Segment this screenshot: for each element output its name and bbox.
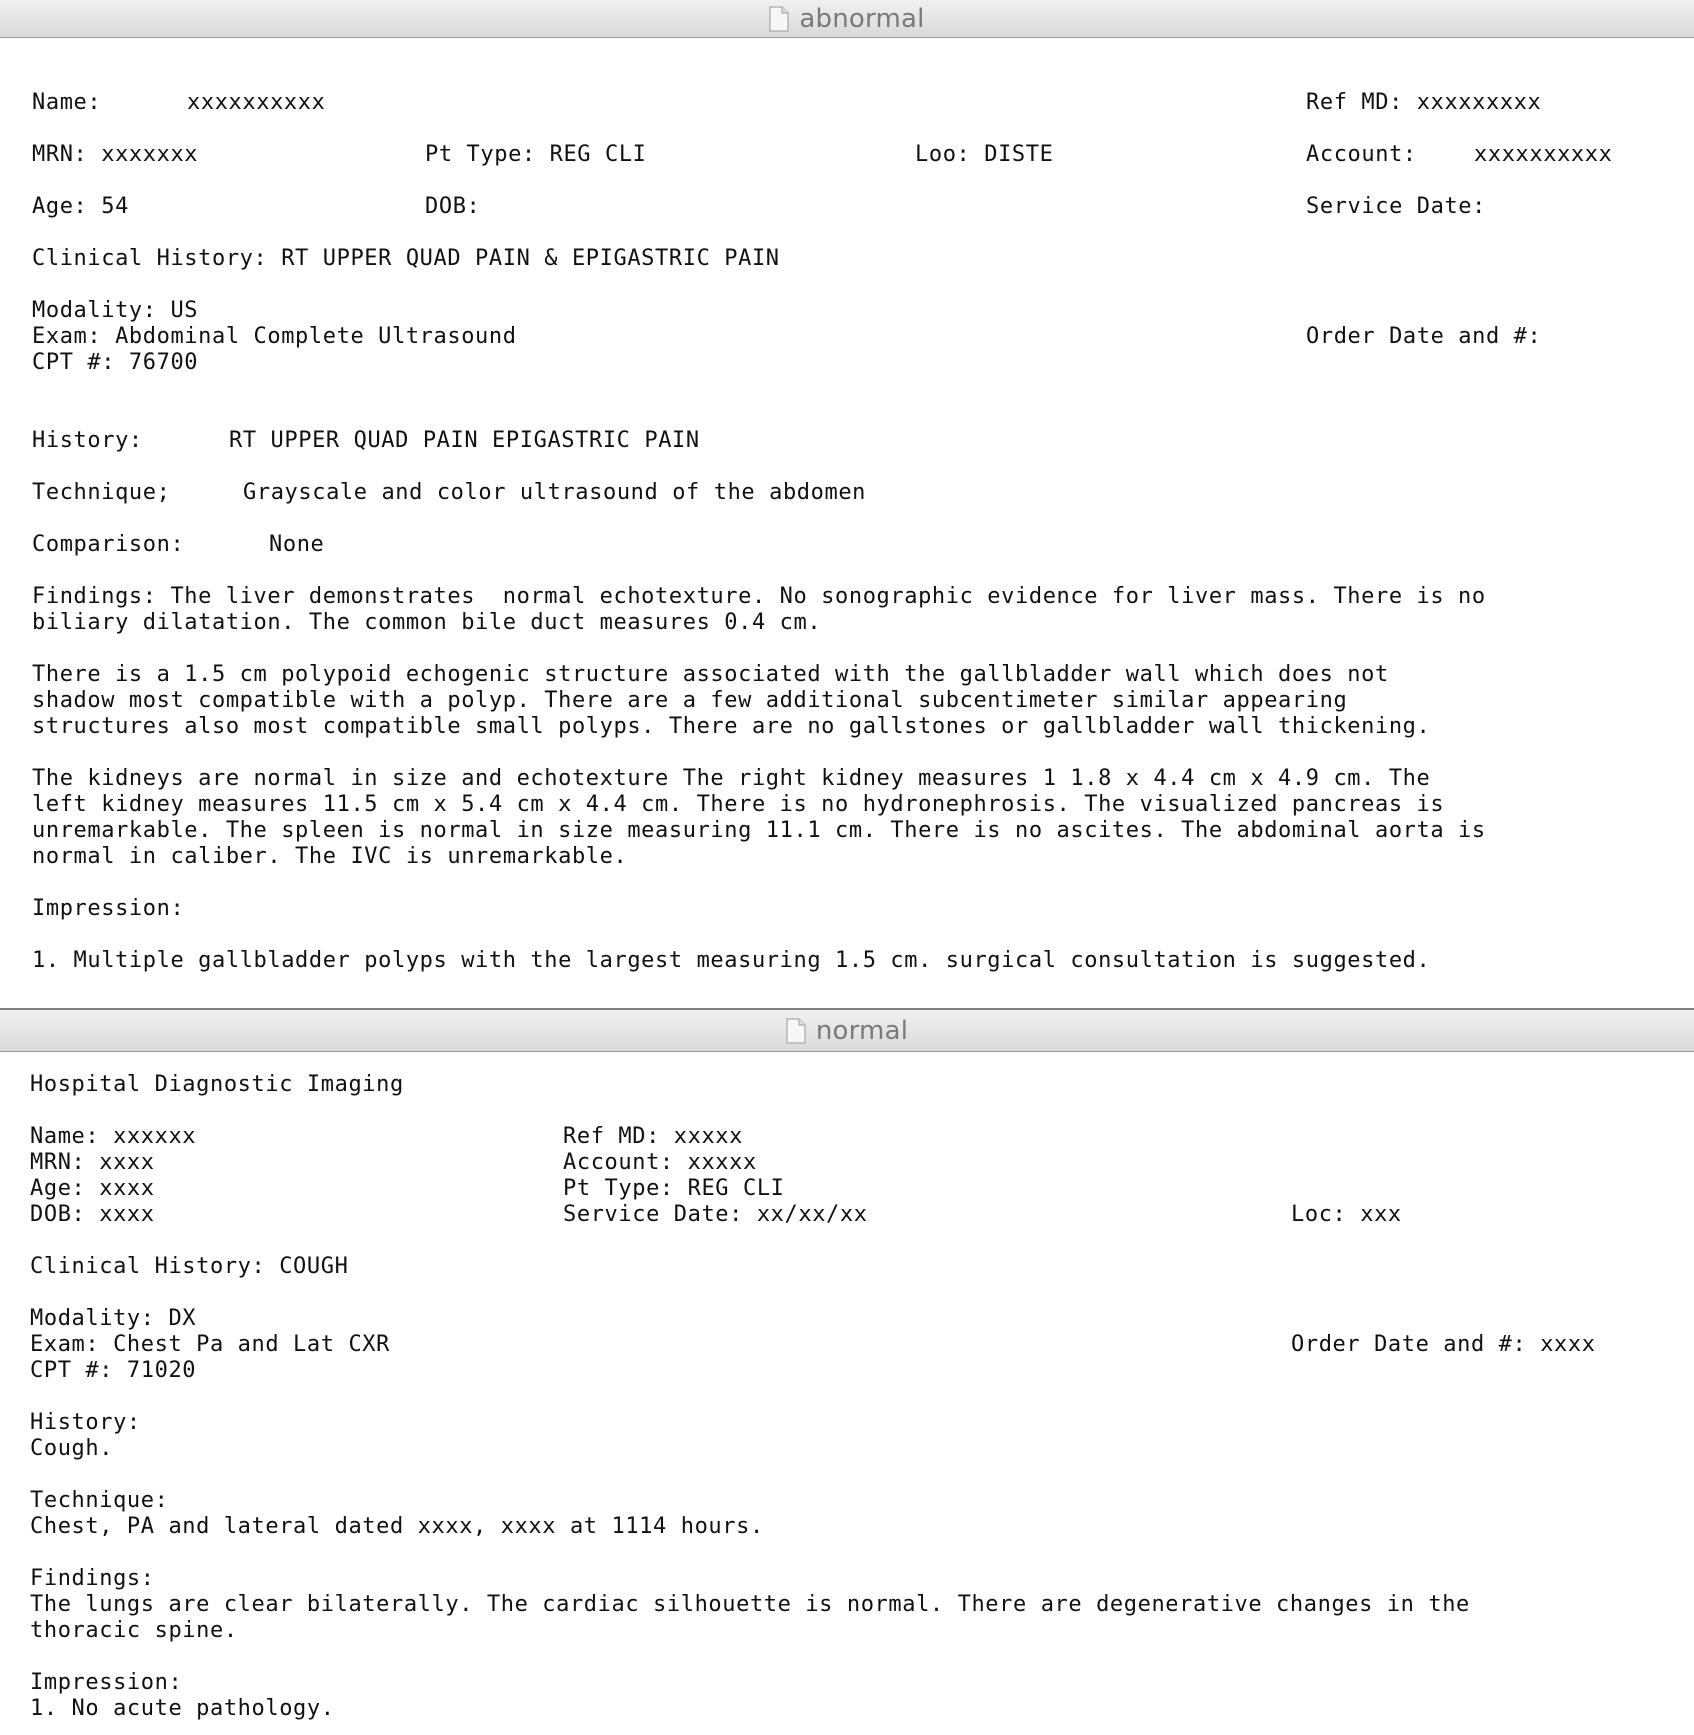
findings-line: The lungs are clear bilaterally. The cardiac silhouette is normal. There are degenerative changes in the	[30, 1592, 1470, 1617]
name-value: xxxxxxxxxx	[187, 90, 326, 115]
document-icon	[769, 6, 789, 32]
mrn: MRN: xxxx	[30, 1150, 155, 1175]
age: Age: 54	[32, 194, 129, 219]
history-value: Cough.	[30, 1436, 114, 1461]
pt-type: Pt Type: REG CLI	[425, 142, 647, 167]
order-date: Order Date and #:	[1306, 324, 1542, 349]
modality: Modality: US	[32, 298, 199, 323]
modality: Modality: DX	[30, 1306, 197, 1331]
findings-line: Findings: The liver demonstrates normal echotexture. No sonographic evidence for liver mass. There is no	[32, 584, 1486, 609]
findings-line: structures also most compatible small polyps. There are no gallstones or gallbladder wall thickening.	[32, 714, 1431, 739]
normal-report-window	[0, 1008, 1694, 1735]
dob: DOB:	[425, 194, 481, 219]
comparison-label: Comparison:	[32, 532, 185, 557]
clinical-history: Clinical History: RT UPPER QUAD PAIN & EPIGASTRIC PAIN	[32, 246, 780, 271]
technique-value: Grayscale and color ultrasound of the abdomen	[243, 480, 867, 505]
impression-label: Impression:	[32, 896, 185, 921]
findings-line: thoracic spine.	[30, 1618, 238, 1643]
impression-label: Impression:	[30, 1670, 183, 1695]
history-value: RT UPPER QUAD PAIN EPIGASTRIC PAIN	[229, 428, 700, 453]
findings-line: left kidney measures 11.5 cm x 5.4 cm x 4.4 cm. There is no hydronephrosis. The visualized pancreas is	[32, 792, 1445, 817]
report-header: Hospital Diagnostic Imaging	[30, 1072, 404, 1097]
findings-line: normal in caliber. The IVC is unremarkable.	[32, 844, 628, 869]
impression-item: 1. Multiple gallbladder polyps with the largest measuring 1.5 cm. surgical consultation is suggested.	[32, 948, 1431, 973]
location: Loc: xxx	[1291, 1202, 1402, 1227]
cpt: CPT #: 76700	[32, 350, 199, 375]
findings-line: There is a 1.5 cm polypoid echogenic structure associated with the gallbladder wall which does not	[32, 662, 1389, 687]
service-date: Service Date: xx/xx/xx	[563, 1202, 868, 1227]
findings-label: Findings:	[30, 1566, 155, 1591]
normal-title-bar[interactable]	[0, 1008, 1694, 1052]
clinical-history: Clinical History: COUGH	[30, 1254, 349, 1279]
account-label: Account:	[1306, 142, 1417, 167]
findings-line: The kidneys are normal in size and echotexture The right kidney measures 1 1.8 x 4.4 cm x 4.9 cm. The	[32, 766, 1431, 791]
account: Account: xxxxx	[563, 1150, 757, 1175]
ref-md: Ref MD: xxxxxxxxx	[1306, 90, 1542, 115]
ref-md: Ref MD: xxxxx	[563, 1124, 743, 1149]
findings-line: unremarkable. The spleen is normal in size measuring 11.1 cm. There is no ascites. The abdominal aorta is	[32, 818, 1486, 843]
dob: DOB: xxxx	[30, 1202, 155, 1227]
age: Age: xxxx	[30, 1176, 155, 1201]
pt-type: Pt Type: REG CLI	[563, 1176, 785, 1201]
abnormal-title-bar[interactable]	[0, 0, 1694, 38]
name-label: Name:	[32, 90, 102, 115]
findings-line: biliary dilatation. The common bile duct measures 0.4 cm.	[32, 610, 822, 635]
technique-label: Technique:	[30, 1488, 169, 1513]
location: Loo: DISTE	[915, 142, 1054, 167]
window-title: abnormal	[799, 3, 925, 34]
service-date: Service Date:	[1306, 194, 1486, 219]
exam: Exam: Abdominal Complete Ultrasound	[32, 324, 517, 349]
history-label: History:	[32, 428, 143, 453]
impression-item: 1. No acute pathology.	[30, 1696, 335, 1721]
window-title: normal	[815, 1015, 909, 1046]
account-value: xxxxxxxxxx	[1474, 142, 1613, 167]
mrn: MRN: xxxxxxx	[32, 142, 199, 167]
comparison-value: None	[269, 532, 325, 557]
technique-value: Chest, PA and lateral dated xxxx, xxxx at 1114 hours.	[30, 1514, 764, 1539]
order-date: Order Date and #: xxxx	[1291, 1332, 1596, 1357]
cpt: CPT #: 71020	[30, 1358, 197, 1383]
name: Name: xxxxxx	[30, 1124, 197, 1149]
findings-line: shadow most compatible with a polyp. There are a few additional subcentimeter similar appearing	[32, 688, 1348, 713]
technique-label: Technique;	[32, 480, 171, 505]
exam: Exam: Chest Pa and Lat CXR	[30, 1332, 390, 1357]
document-icon	[786, 1018, 806, 1044]
history-label: History:	[30, 1410, 141, 1435]
